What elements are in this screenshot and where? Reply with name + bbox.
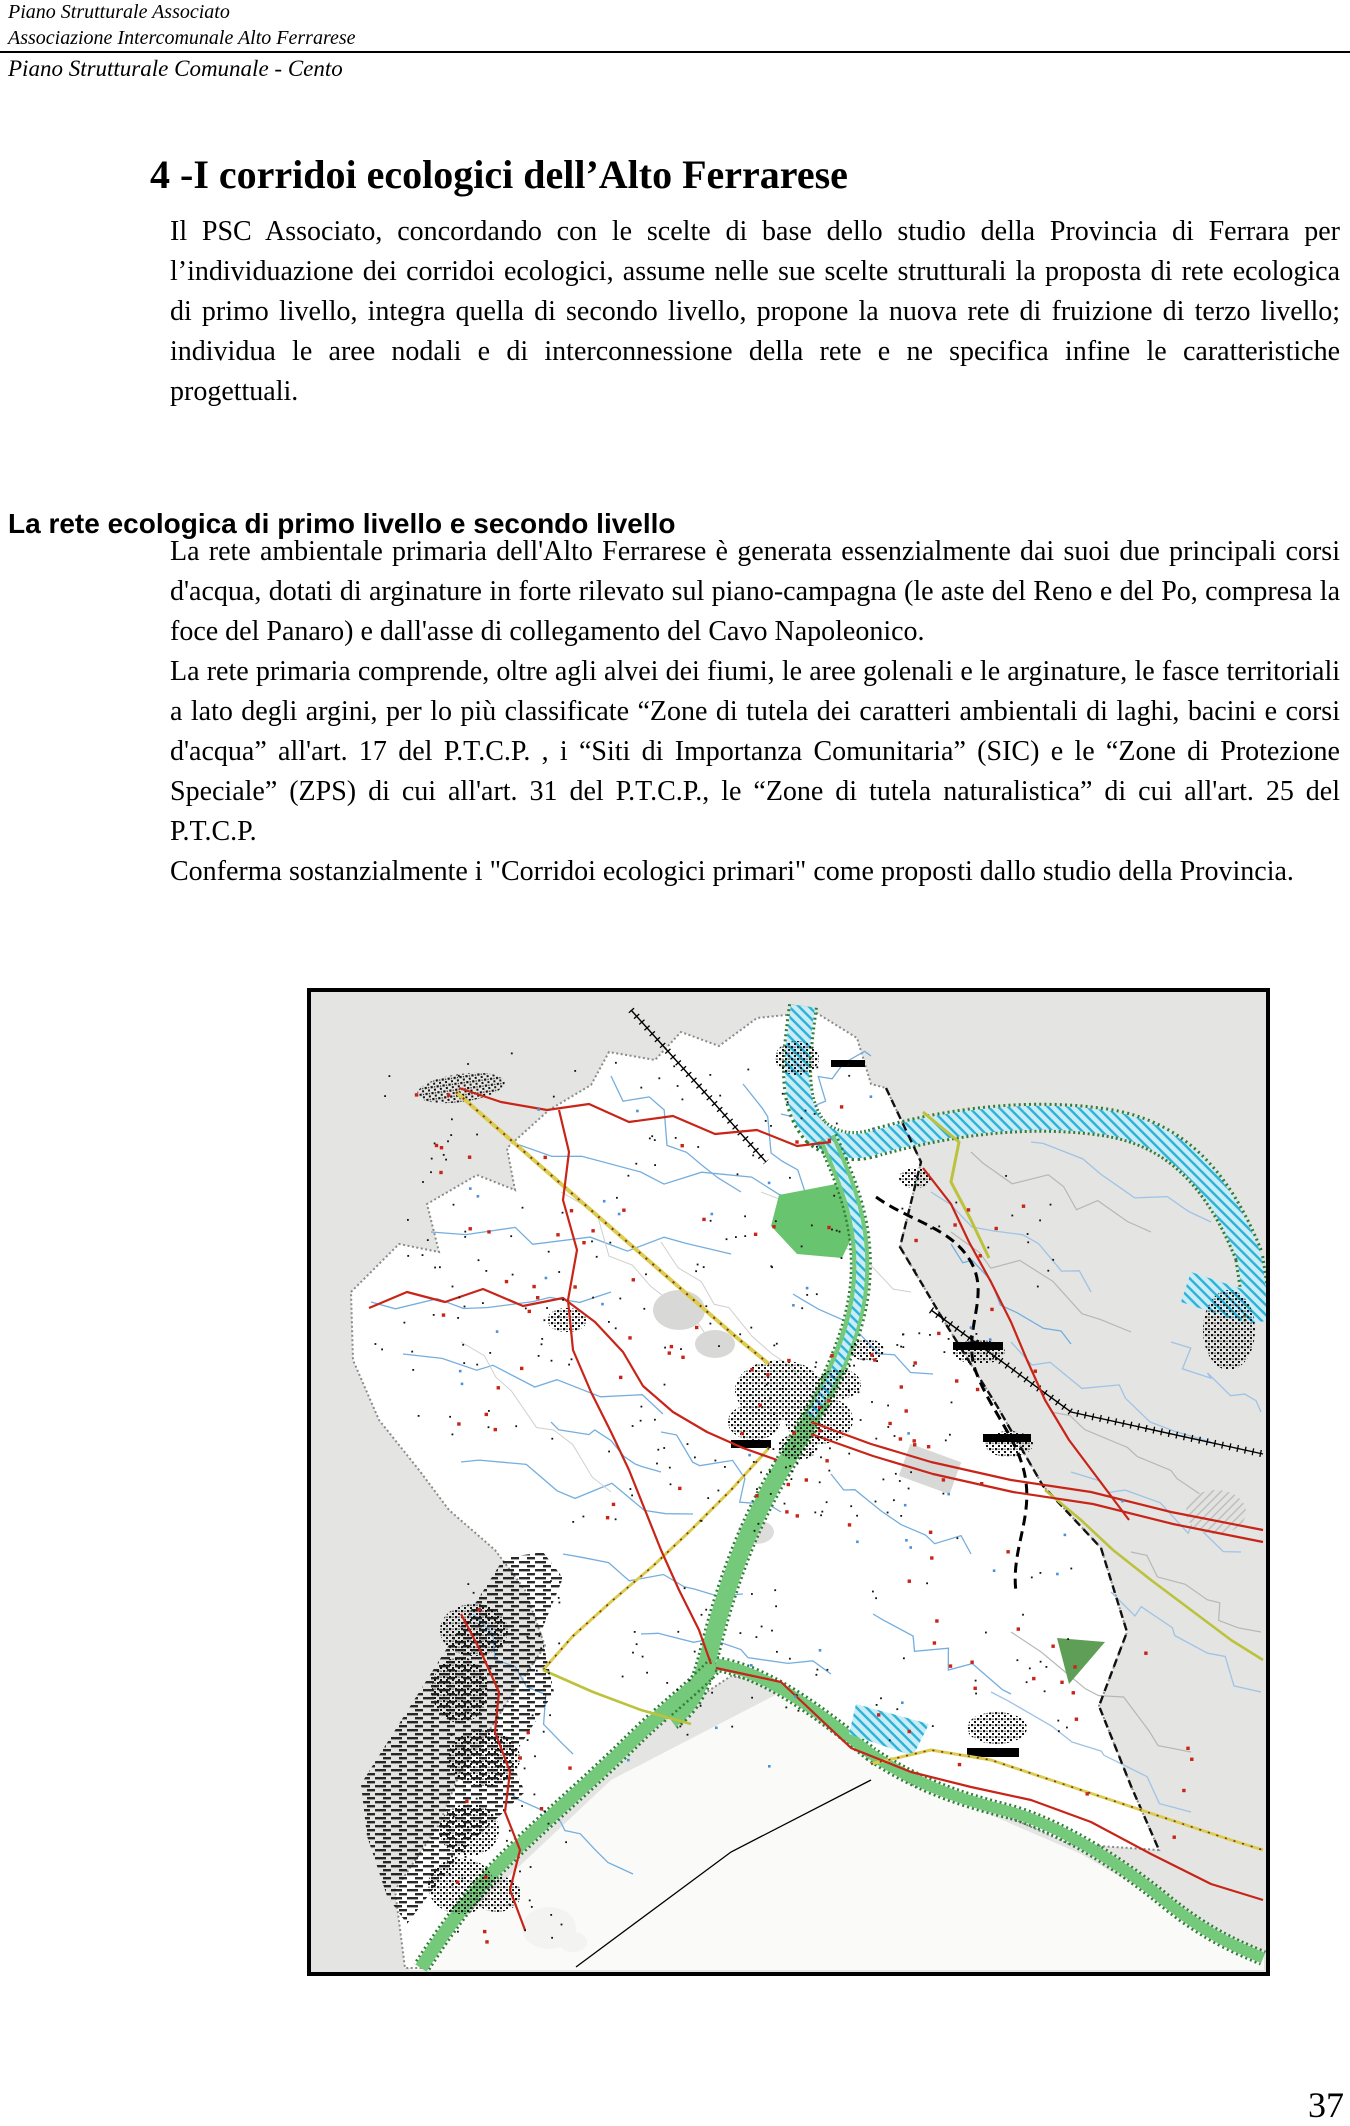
map-figure (311, 992, 1266, 1972)
header-rule (0, 51, 1350, 53)
section-heading: La rete ecologica di primo livello e secondo livello (8, 508, 676, 540)
header-line-3: Piano Strutturale Comunale - Cento (8, 56, 343, 81)
intro-paragraph: Il PSC Associato, concordando con le scelte di base dello studio della Provincia di Ferrara per l’individuazione dei corridoi ecologici, assume nelle sue scelte strutturali la proposta di rete ecologica di primo livello, integra quella di secondo livello, propone la nuova rete di fruizione di terzo livello; individua le aree nodali e di interconnessione della rete e ne specifica infine le caratteristiche progettuali. (170, 216, 1340, 407)
paragraph: La rete ambientale primaria dell'Alto Ferrarese è generata essenzialmente dai suoi due principali corsi d'acqua, dotati di arginature in forte rilevato sul piano-campagna (le aste del Reno e del Po, compresa la foce del Panaro) e dall'asse di collegamento del Cavo Napoleonico. (170, 536, 1340, 647)
page-title: 4 -I corridoi ecologici dell’Alto Ferrarese (150, 151, 848, 197)
ecological-corridors-map (307, 988, 1270, 1976)
paragraph: Conferma sostanzialmente i "Corridoi ecologici primari" come proposti dallo studio della Provincia. (170, 856, 1294, 887)
paragraph: La rete primaria comprende, oltre agli alvei dei fiumi, le aree golenali e le arginature, le fasce territoriali a lato degli argini, per lo più classificate “Zone di tutela dei caratteri ambientali di laghi, bacini e corsi d'acqua” all'art. 17 del P.T.C.P. , i “Siti di Importanza Comunitaria” (SIC) e le “Zone di Protezione Speciale” (ZPS) di cui all'art. 31 del P.T.C.P., le “Zone di tutela naturalistica” di cui all'art. 25 del P.T.C.P. (170, 656, 1340, 847)
section-paragraphs (170, 532, 1340, 892)
page-number: 37 (1308, 2085, 1344, 2125)
header-line-2: Associazione Intercomunale Alto Ferrarese (8, 27, 356, 49)
header-line-1: Piano Strutturale Associato (8, 1, 230, 23)
